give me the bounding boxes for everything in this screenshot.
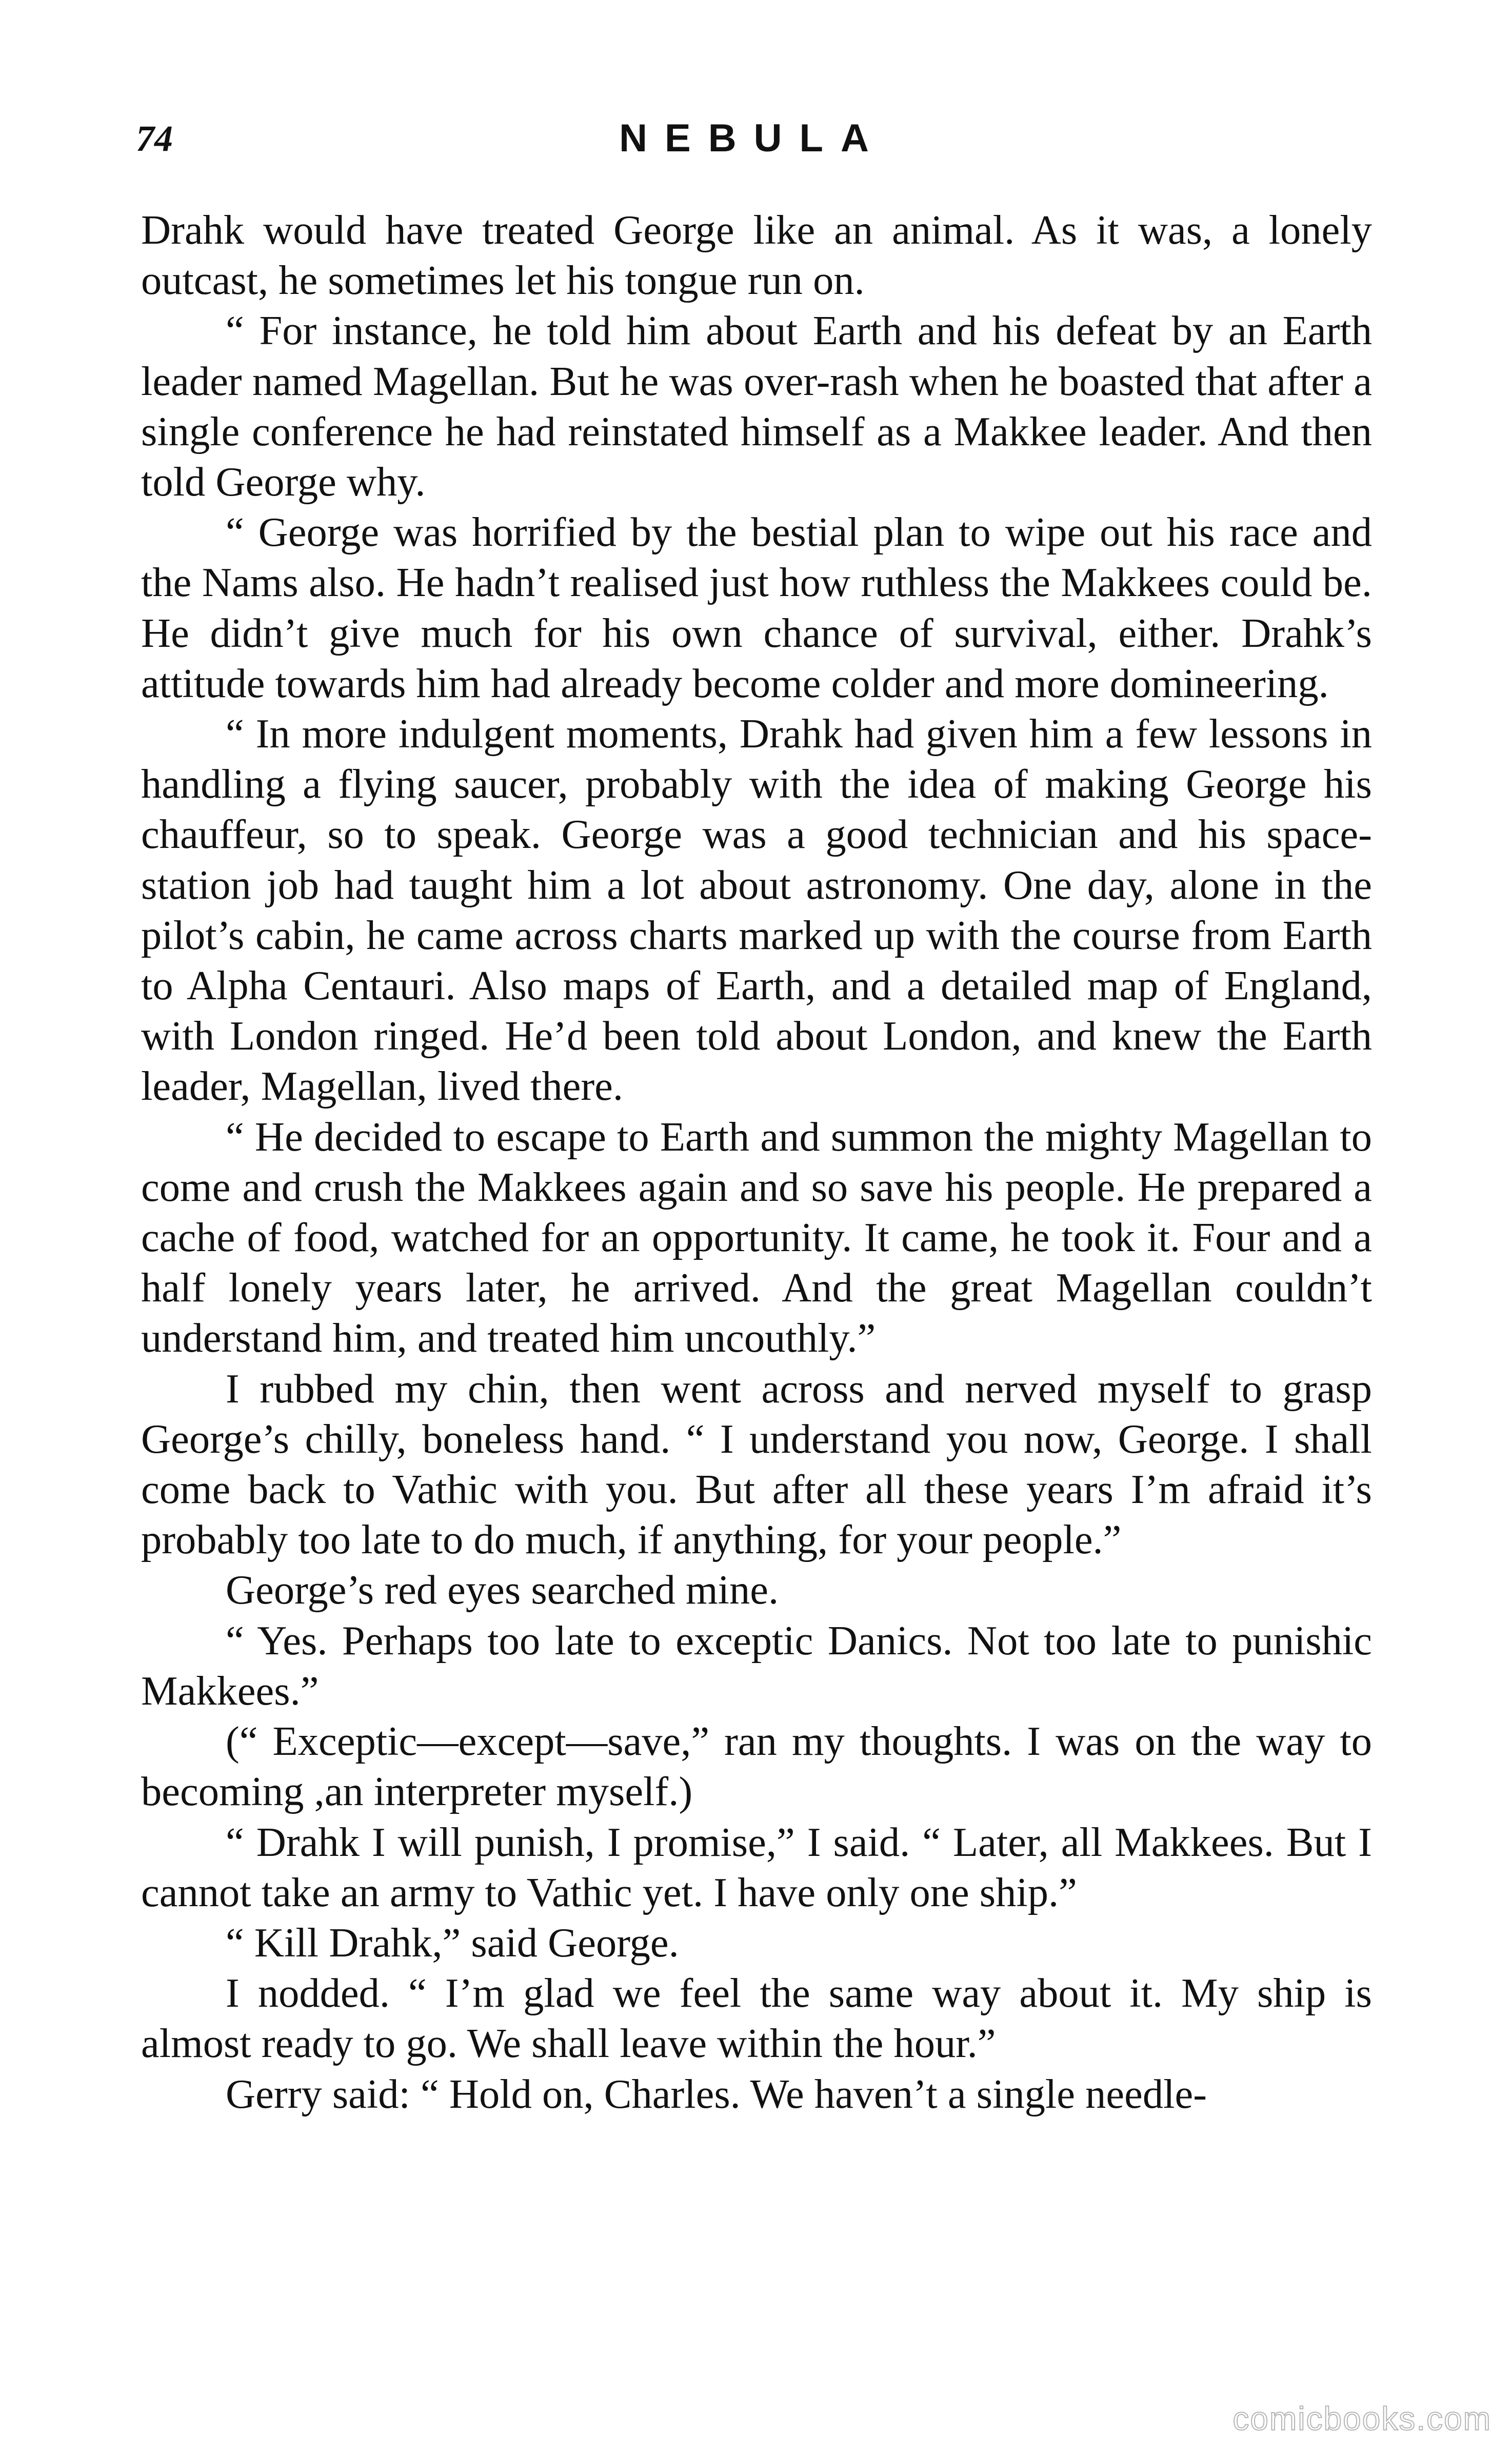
paragraph: “ He decided to escape to Earth and summon the mighty Magellan to come and crush the Makkees again and so save his people. He prepared a cache of food, watched for an opportunity. It came, he took it. Four and a half lonely years later, he arrived. And the great Magellan couldn’t understand him, and treated him uncouthly.” (141, 1114, 1372, 1361)
paragraph: I nodded. “ I’m glad we feel the same way about it. My ship is almost ready to go. We shall leave within the hour.” (141, 1970, 1372, 2067)
paragraph: “ Drahk I will punish, I promise,” I said. “ Later, all Makkees. But I cannot take an army to Vathic yet. I have only one ship.” (141, 1819, 1372, 1915)
paragraph: George’s red eyes searched mine. (226, 1567, 779, 1613)
paragraph: “ Kill Drahk,” said George. (226, 1920, 679, 1966)
page-number: 74 (136, 118, 173, 159)
paragraph: Gerry said: “ Hold on, Charles. We haven’t a single needle- (226, 2071, 1207, 2117)
paragraph: “ For instance, he told him about Earth and his defeat by an Earth leader named Magellan. But he was over-rash when he boasted that after a single conference he had reinstated himself as a Makkee leader. And then told George why. (141, 308, 1372, 505)
paragraph: “ George was horrified by the bestial plan to wipe out his race and the Nams also. He hadn’t realised just how ruthless the Makkees could be. He didn’t give much for his own chance of survival, either. Drahk’s attitude towards him had already become colder and more domineering. (141, 509, 1372, 706)
body-text (141, 205, 1372, 2120)
page-header (136, 110, 1369, 167)
paragraph: “ In more indulgent moments, Drahk had given him a few lessons in handling a flying saucer, probably with the idea of making George his chauffeur, so to speak. George was a good technician and his space-station job had taught him a lot about astronomy. One day, alone in the pilot’s cabin, he came across charts marked up with the course from Earth to Alpha Centauri. Also maps of Earth, and a detailed map of England, with London ringed. He’d been told about London, and knew the Earth leader, Magellan, lived there. (141, 711, 1372, 1110)
paragraph: “ Yes. Perhaps too late to exceptic Danics. Not too late to punishic Makkees.” (141, 1617, 1372, 1714)
paragraph: Drahk would have treated George like an animal. As it was, a lonely outcast, he sometimes let his tongue run on. (141, 207, 1372, 304)
paragraph: (“ Exceptic—except—save,” ran my thoughts. I was on the way to becoming ,an interpreter myself.) (141, 1718, 1372, 1815)
running-head-title: NEBULA (619, 116, 886, 160)
watermark: comicbooks.com (1232, 2400, 1491, 2437)
paragraph: I rubbed my chin, then went across and nerved myself to grasp George’s chilly, boneless hand. “ I understand you now, George. I shall come back to Vathic with you. But after all these years I’m afraid it’s probably too late to do much, if anything, for your people.” (141, 1366, 1372, 1563)
